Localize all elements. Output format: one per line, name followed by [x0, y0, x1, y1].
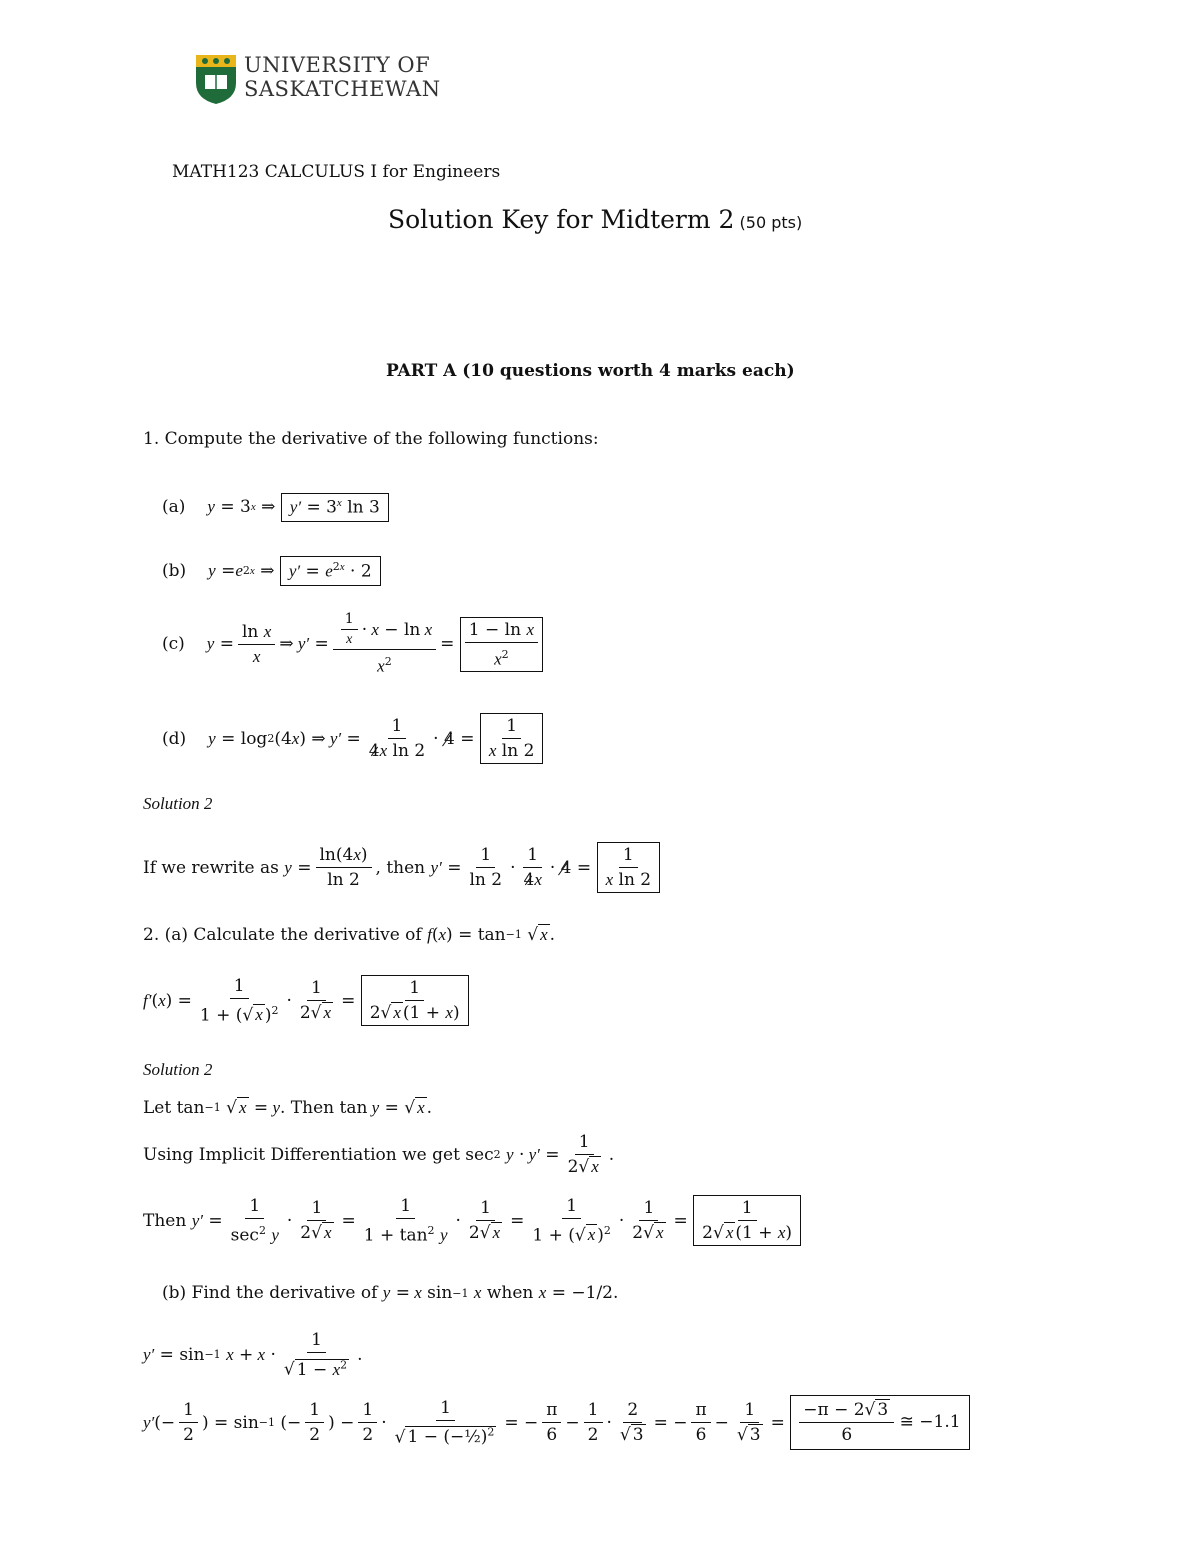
q2a-prompt: 2. (a) Calculate the derivative of f ( x ) = tan −1 √ x .: [143, 924, 556, 945]
course-title: MATH123 CALCULUS I for Engineers: [172, 162, 501, 182]
q1-then-text: then: [386, 857, 426, 878]
q1a-label: (a): [162, 497, 186, 518]
q2a-prompt-text: 2. (a) Calculate the derivative of: [143, 924, 422, 945]
q2-let-line: Let tan −1 √ x = y . Then tan y = √ x .: [143, 1097, 433, 1118]
university-logo: [194, 53, 441, 108]
page-title: [388, 205, 802, 234]
page-title-points: (50 pts): [739, 213, 803, 232]
q2-then2-text: Then: [143, 1210, 187, 1231]
q1-prompt: 1. Compute the derivative of the following functions:: [143, 429, 599, 449]
q1-solution2-label: Solution 2: [143, 794, 213, 813]
q1c: (c) y = $\frac{\text{ln x}}{x}$ ⇒ y′ = $\frac{1}{x}$ · x − ln x $x^2$ = $\frac{\text{1 − ln x}}{x^2}$: [162, 612, 543, 677]
q2-implicit-text: Using Implicit Differentiation we get: [143, 1144, 460, 1165]
q2b-evaluation: y′ (− $\frac{1}{2}$ ) = sin −1 (− $\frac{1}{2}$ ) − $\frac{1}{2}$ · $\frac{1}{√ 1 - (-\frac{1}{2})^2}$ = − $\frac{\pi}{6}$ − $\frac{1}{2}$ · $\frac{2}{√ 3}$ = − $\frac{\pi}{6}$ − $\frac{1}{√ 3}$ = $\frac{-\pi - 2√ 3}{6}$ ≅ −1.1: [143, 1395, 970, 1450]
university-name-line2: SASKATCHEWAN: [244, 77, 441, 101]
university-name-line1: UNIVERSITY OF: [244, 53, 431, 77]
q2b-when-text: when: [486, 1283, 534, 1303]
q1d-label: (d): [162, 728, 187, 749]
q1-solution2: If we rewrite as y = $\frac{\ln(4x)}{\ln 2}$ , then y′ = $\frac{1}{\ln 2}$ · $\frac{1}{4x}$ · 4 = $\frac{1}{\text{x ln 2}}$: [143, 842, 660, 893]
q2-then-text: Then: [290, 1097, 335, 1118]
page-title-text: Solution Key for Midterm 2: [388, 205, 735, 234]
q2b-prompt: (b) Find the derivative of y = x sin −1 x when x = −1/2.: [162, 1283, 619, 1303]
q1-rewrite-text: If we rewrite as: [143, 857, 279, 878]
q2b-derivative: y′ = sin −1 x + x · $\frac{1}{√ 1 - x^2}$ .: [143, 1330, 363, 1380]
q2b-prompt-text: (b) Find the derivative of: [162, 1283, 378, 1303]
university-crest-icon: [194, 53, 238, 105]
q2-solution2-label: Solution 2: [143, 1060, 213, 1079]
q2-let-text: Let: [143, 1097, 172, 1118]
q1d: (d) y = log 2 (4 x ) ⇒ y′ = $\frac{1}{\text{4x ln 2}}$ · 4 = $\frac{1}{\text{x ln 2}}$: [162, 713, 543, 764]
q1b: (b) y = e 2x ⇒ $y' = e^{2x} \cdot 2$: [162, 556, 381, 586]
q1a: (a) y = 3 x ⇒ $y' = 3^x$ ln 3: [162, 493, 389, 522]
q2-implicit-line: Using Implicit Differentiation we get sec 2 y · y′ = $\frac{1}{2√ x}$ .: [143, 1132, 615, 1177]
q2-then-line: Then y′ = $\frac{1}{\sec^2 y}$ · $\frac{1}{2√ x}$ = $\frac{1}{1 + \tan^2 y}$ · $\frac{1}{2√ x}$ = $\frac{1}{1 + (√ x )^2}$ · $\frac{1}{2√ x}$ = $\frac{1}{2√ x (1 + x)}$: [143, 1195, 801, 1246]
q1c-label: (c): [162, 634, 185, 655]
q2a-answer: f′ ( x ) = $\frac{1}{1 + (√ x )^2}$ · $\frac{1}{2√ x}$ = $\frac{1}{2√ x (1 + x)}$: [143, 975, 469, 1026]
part-a-heading: PART A (10 questions worth 4 marks each): [386, 361, 795, 381]
q1b-label: (b): [162, 560, 187, 581]
q2b-approx: ≅ −1.1: [899, 1412, 961, 1432]
